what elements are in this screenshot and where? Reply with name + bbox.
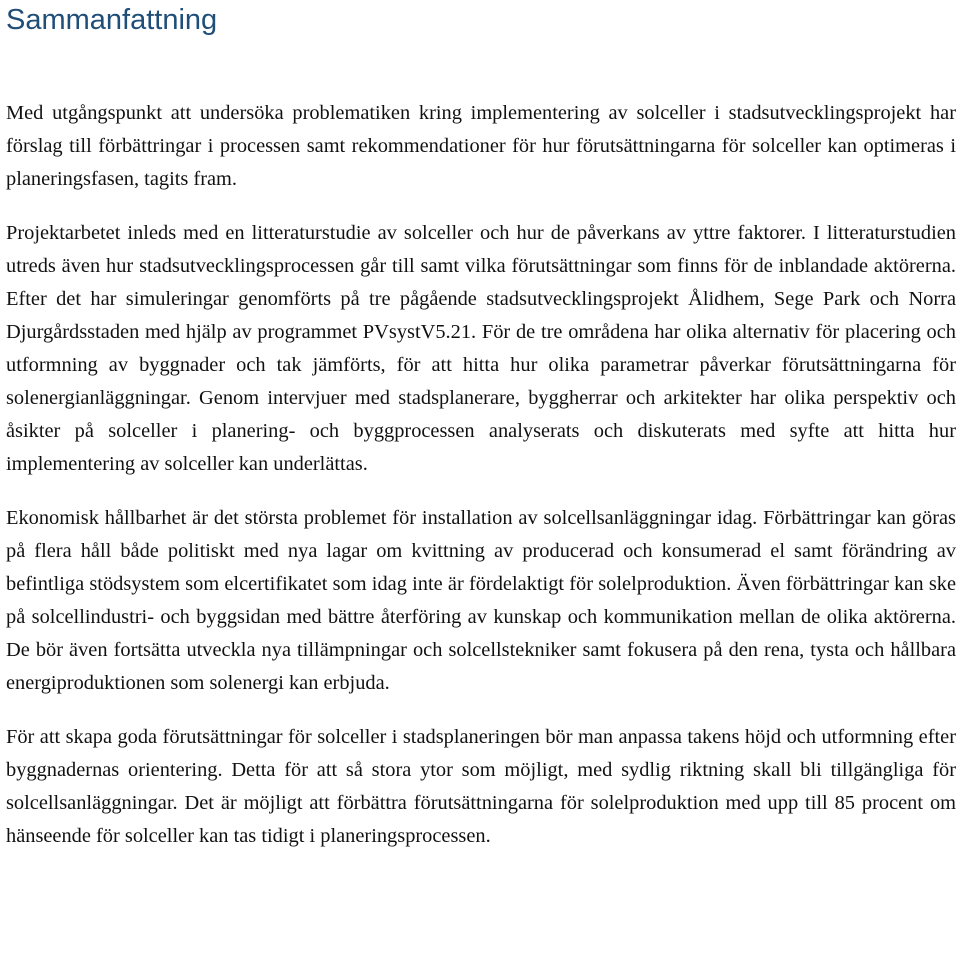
paragraph-intro: Med utgångspunkt att undersöka problematiken kring implementering av solceller i stadsutvecklingsprojekt har förslag till förbättringar i processen samt rekommendationer för hur förutsättningarna för solceller kan optimeras i planeringsfasen, tagits fram. xyxy=(6,102,956,190)
paragraph-method: Projektarbetet inleds med en litteraturstudie av solceller och hur de påverkans av yttre faktorer. I litteraturstudien utreds även hur stadsutvecklingsprocessen går till samt vilka förutsättningar som finns för de inblandade aktörerna. Efter det har simuleringar genomförts på tre pågående stadsutvecklingsprojekt Ålidhem, Sege Park och Norra Djurgårdsstaden med hjälp av programmet PVsystV5.21. För de tre områdena har olika alternativ för placering och utformning av byggnader och tak jämförts, för att hitta hur olika parametrar påverkar förutsättningarna för solenergianläggningar. Genom intervjuer med stadsplanerare, byggherrar och arkitekter har olika perspektiv och åsikter på solceller i planering- och byggprocessen analyserats och diskuterats med syfte att hitta hur implementering av solceller kan underlättas. xyxy=(6,222,956,475)
paragraph-economics: Ekonomisk hållbarhet är det största problemet för installation av solcellsanläggningar idag. Förbättringar kan göras på flera håll både politiskt med nya lagar om kvittning av producerad och konsumerad el samt förändring av befintliga stödsystem som elcertifikatet som idag inte är fördelaktigt för solelproduktion. Även förbättringar kan ske på solcellindustri- och byggsidan med bättre återföring av kunskap och kommunikation mellan de olika aktörerna. De bör även fortsätta utveckla nya tillämpningar och solcellstekniker samt fokusera på den rena, tysta och hållbara energiproduktionen som solenergi kan erbjuda. xyxy=(6,507,956,694)
paragraph-planning: För att skapa goda förutsättningar för solceller i stadsplaneringen bör man anpassa takens höjd och utformning efter byggnadernas orientering. Detta för att så stora ytor som möjligt, med sydlig riktning skall bli tillgängliga för solcellsanläggningar. Det är möjligt att förbättra förutsättningarna för solelproduktion med upp till 85 procent om hänseende för solceller kan tas tidigt i planeringsprocessen. xyxy=(6,726,956,847)
document-page xyxy=(6,0,956,874)
document-body xyxy=(6,97,956,853)
page-title: Sammanfattning xyxy=(6,4,218,36)
